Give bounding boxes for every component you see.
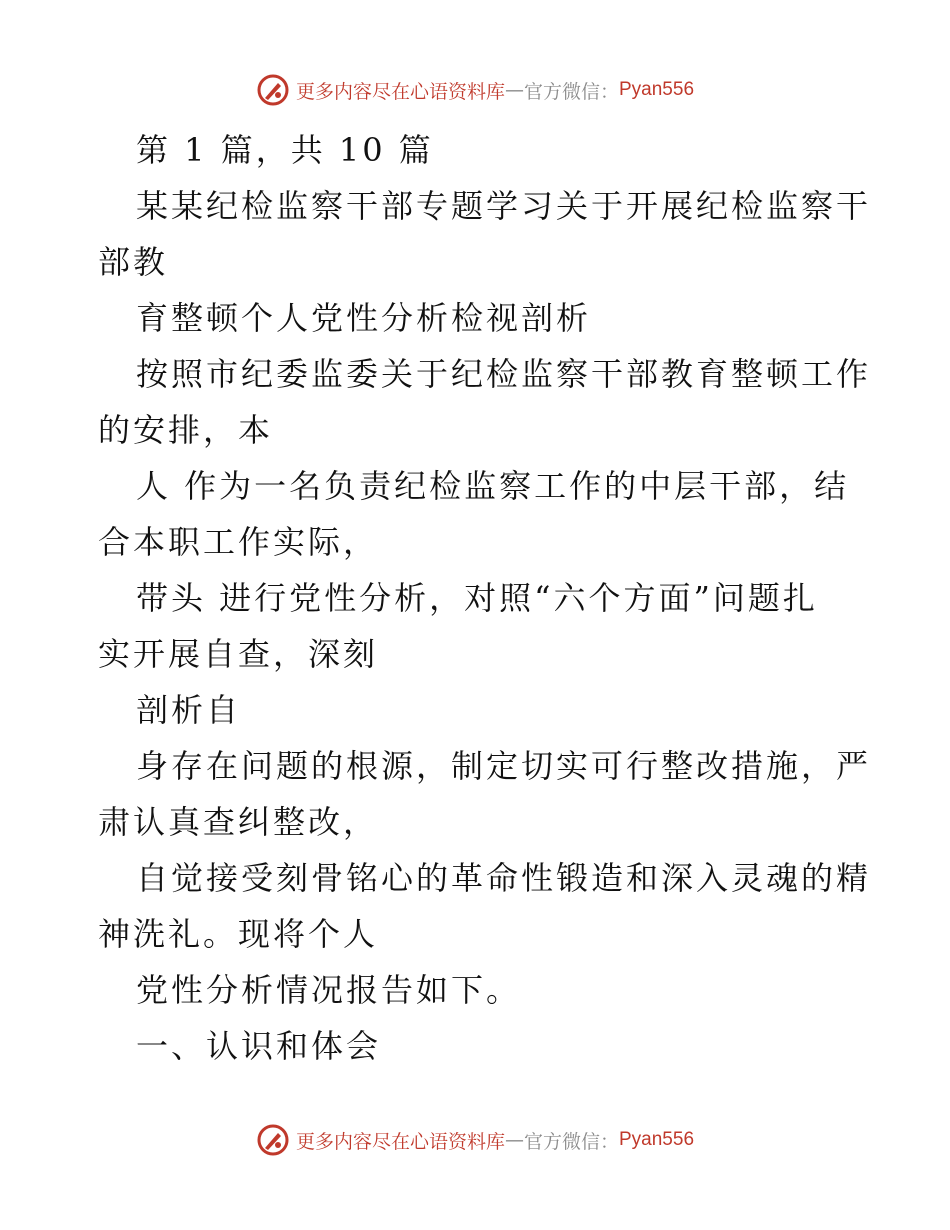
document-body [98,122,872,1074]
paragraph-line: 带头 进行党性分析，对照“六个方面”问题扎 [136,579,818,617]
page-counter: 第 1 篇，共 10 篇 [136,131,434,169]
watermark-id: Pyan556 [619,79,695,100]
watermark-dash: — [504,1129,524,1151]
paragraph-line: 剖析自 [136,691,242,729]
pen-nib-icon [256,73,290,107]
watermark-contact: 官方微信： [523,80,619,103]
paragraph-line: 神洗礼。现将个人 [98,915,379,953]
pen-nib-icon [256,1123,290,1157]
document-title-line: 育整顿个人党性分析检视剖析 [136,299,592,337]
paragraph-line: 按照市纪委监委关于纪检监察干部教育整顿工作 [136,355,872,393]
watermark-dash: — [504,79,524,101]
section-heading: 一、认识和体会 [136,1027,382,1065]
footer-watermark [0,1120,950,1160]
paragraph-line: 自觉接受刻骨铭心的革命性锻造和深入灵魂的精 [136,859,872,897]
paragraph-line: 党性分析情况报告如下。 [136,971,522,1009]
document-title-line: 某某纪检监察干部专题学习关于开展纪检监察干 [136,187,872,225]
paragraph-line: 身存在问题的根源，制定切实可行整改措施，严 [136,747,872,785]
watermark-contact: 官方微信： [523,1130,619,1153]
watermark-site: 更多内容尽在心语资料库 [295,1130,505,1153]
paragraph-line: 的安排，本 [98,411,274,449]
watermark-id: Pyan556 [619,1129,695,1150]
watermark-site: 更多内容尽在心语资料库 [295,80,505,103]
paragraph-line: 合本职工作实际， [98,523,379,561]
header-watermark [0,70,950,110]
document-title-line: 部教 [98,243,169,281]
paragraph-line: 人 作为一名负责纪检监察工作的中层干部，结 [136,467,850,505]
paragraph-line: 肃认真查纠整改， [98,803,379,841]
paragraph-line: 实开展自查，深刻 [98,635,379,673]
